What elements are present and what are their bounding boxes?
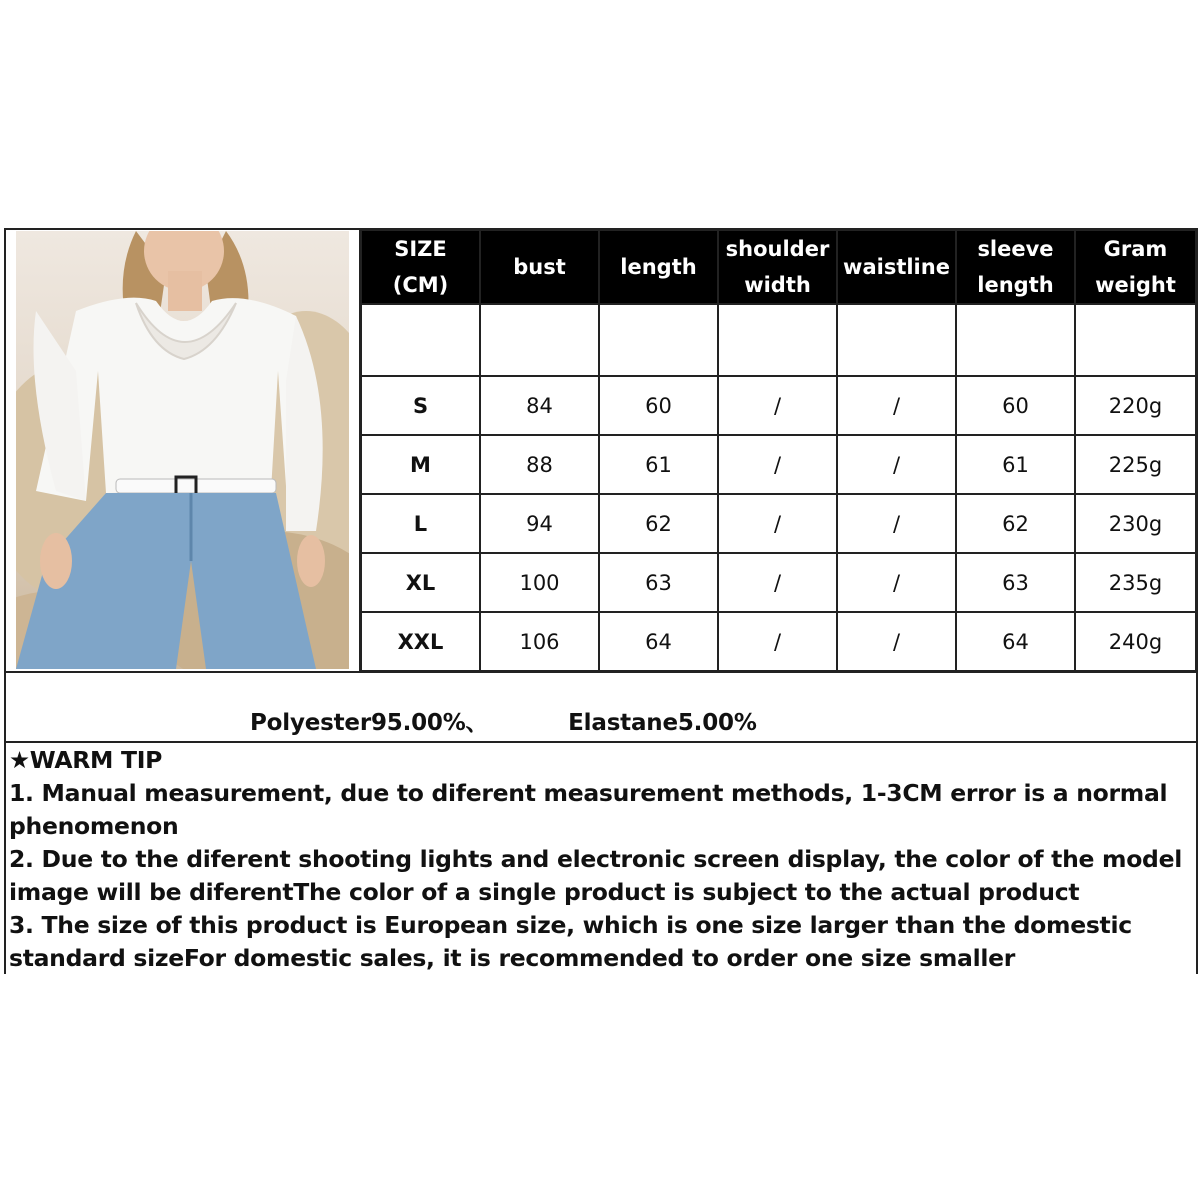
tip-item: 3. The size of this product is European size, which is one size larger than the domestic standard sizeFor domestic sales, it is recommended to order one size smaller	[9, 911, 1132, 972]
tip-item: 1. Manual measurement, due to diferent measurement methods, 1-3CM error is a normal phenomenon	[9, 779, 1168, 840]
table-cell: 225g	[1075, 435, 1196, 494]
blank-row	[361, 304, 1196, 376]
table-cell: 240g	[1075, 612, 1196, 671]
table-cell: 60	[956, 376, 1075, 435]
table-cell: 61	[599, 435, 718, 494]
warm-tip-title: ★WARM TIP	[9, 746, 163, 774]
table-cell: 235g	[1075, 553, 1196, 612]
table-cell: /	[837, 553, 956, 612]
model-illustration	[16, 231, 349, 669]
table-row	[361, 435, 1196, 494]
table-row	[361, 494, 1196, 553]
header-shoulder-width: shoulder width	[718, 230, 837, 304]
warm-tip-section	[9, 744, 1195, 975]
product-photo	[16, 231, 349, 669]
table-cell: 61	[956, 435, 1075, 494]
table-cell: /	[718, 494, 837, 553]
table-cell: 230g	[1075, 494, 1196, 553]
table-cell: XXL	[361, 612, 480, 671]
section-divider	[4, 671, 1196, 673]
table-row	[361, 376, 1196, 435]
table-cell: /	[837, 435, 956, 494]
table-cell: 64	[599, 612, 718, 671]
header-waistline: waistline	[837, 230, 956, 304]
size-table	[360, 229, 1197, 672]
table-cell: 62	[956, 494, 1075, 553]
header-gram-weight: Gram weight	[1075, 230, 1196, 304]
table-row	[361, 553, 1196, 612]
table-cell: XL	[361, 553, 480, 612]
table-cell: 94	[480, 494, 599, 553]
table-cell: 106	[480, 612, 599, 671]
elastane-text: Elastane5.00%	[568, 710, 757, 736]
table-cell: /	[718, 435, 837, 494]
header-sleeve-length: sleeve length	[956, 230, 1075, 304]
table-cell: /	[718, 553, 837, 612]
tip-item: 2. Due to the diferent shooting lights and electronic screen display, the color of the model image will be diferentThe color of a single product is subject to the actual product	[9, 845, 1182, 906]
header-size: SIZE (CM)	[361, 230, 480, 304]
table-row	[361, 612, 1196, 671]
table-cell: /	[718, 612, 837, 671]
table-cell: 64	[956, 612, 1075, 671]
table-cell: /	[837, 376, 956, 435]
table-cell: S	[361, 376, 480, 435]
table-cell: 220g	[1075, 376, 1196, 435]
section-divider	[4, 741, 1196, 743]
header-bust: bust	[480, 230, 599, 304]
table-cell: /	[718, 376, 837, 435]
fabric-composition	[250, 704, 757, 737]
table-cell: 62	[599, 494, 718, 553]
header-row	[361, 230, 1196, 304]
table-cell: L	[361, 494, 480, 553]
table-cell: /	[837, 494, 956, 553]
table-cell: 84	[480, 376, 599, 435]
table-cell: 60	[599, 376, 718, 435]
polyester-text: Polyester95.00%、	[250, 710, 489, 736]
table-cell: /	[837, 612, 956, 671]
table-cell: 100	[480, 553, 599, 612]
table-cell: 88	[480, 435, 599, 494]
table-cell: 63	[599, 553, 718, 612]
header-length: length	[599, 230, 718, 304]
table-cell: M	[361, 435, 480, 494]
table-cell: 63	[956, 553, 1075, 612]
